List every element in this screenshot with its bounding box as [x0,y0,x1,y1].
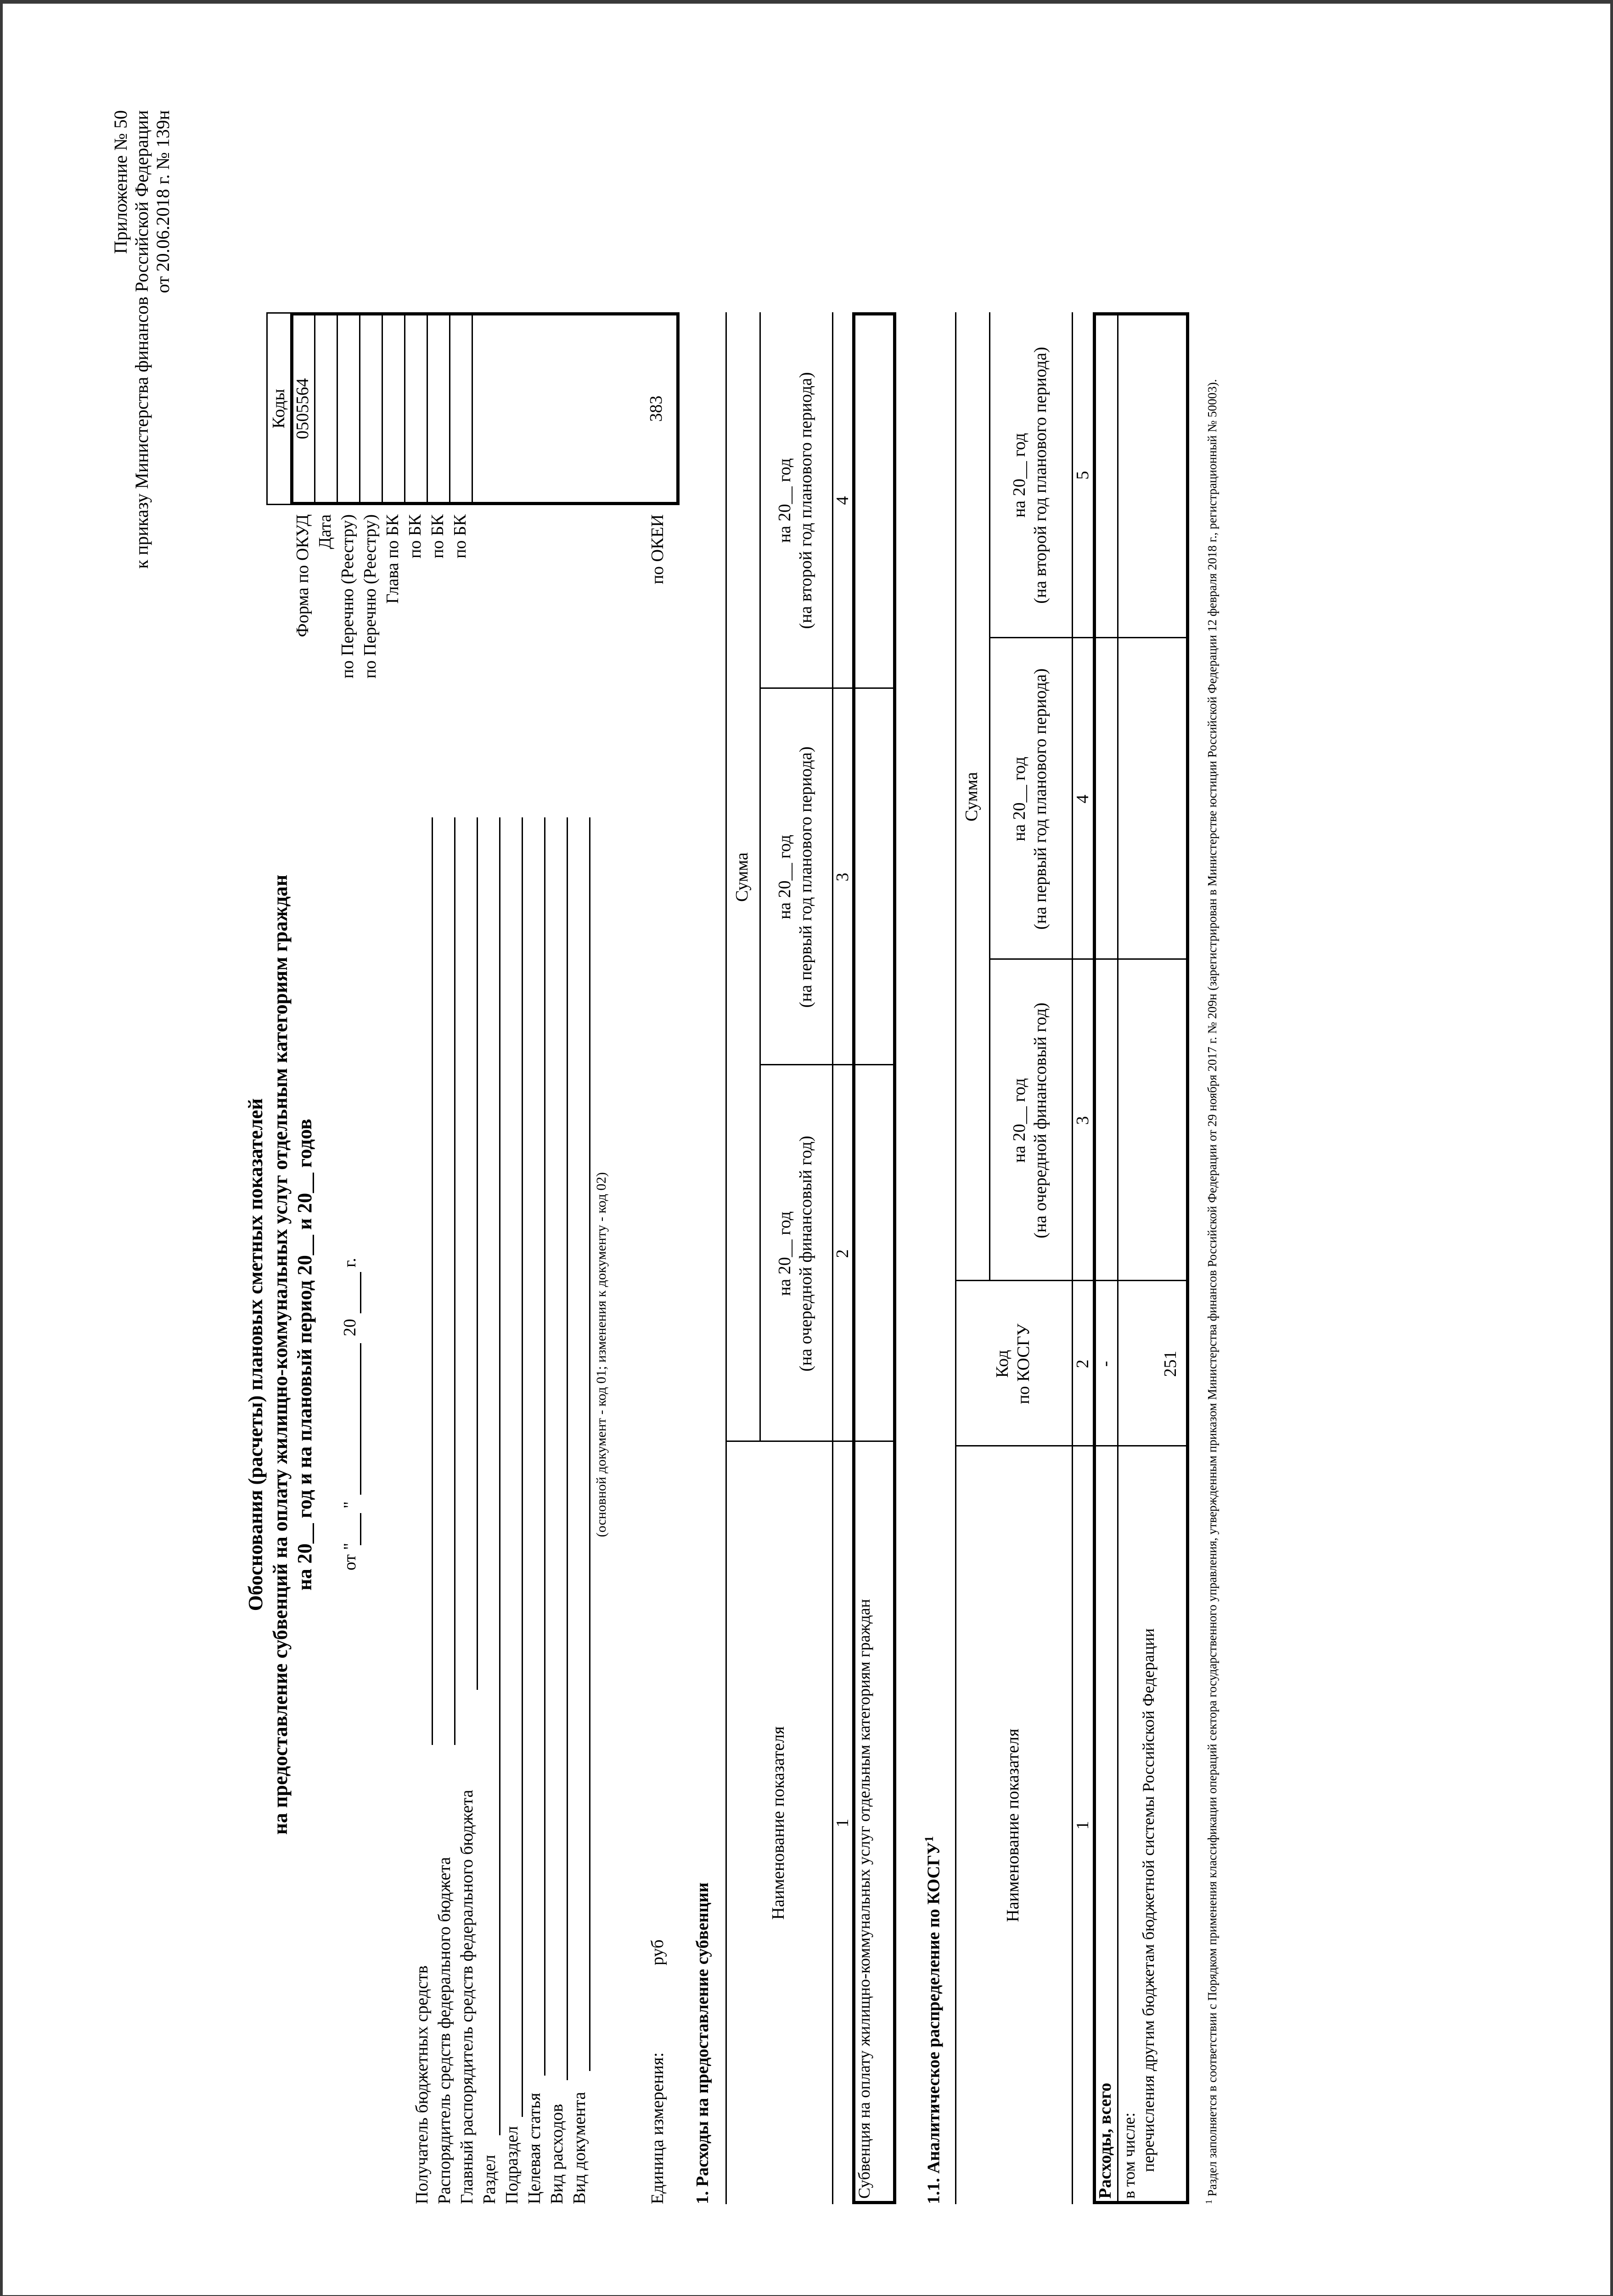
s1-col-name: Наименование показателя [769,1726,788,1920]
label-manager: Распорядитель средств федерального бюджета [435,1857,454,2204]
s1-row-value-1[interactable] [854,1067,895,1440]
date-year: 20 [340,1319,360,1336]
bk-3-label: по БК [450,514,470,559]
footnote-text: Раздел заполняется в соответствии с Порядком применения классификации операций сектора государственного управления, утвержденным приказом Министерства финансов Российской Федерации от 29 ноября 2017 г. № 209н (зарегистрирован в Министерстве юстиции Российской Федерации 12 февраля 2018 г., регистрационный № 50003). [1205,379,1219,2197]
appendix-block [110,110,174,753]
s1-col-year3: на 20__ год (на второй год планового периода) [775,372,815,629]
s1-col-year2: на 20__ год (на первый год планового периода) [775,746,815,1008]
month-underline [360,1343,361,1495]
expense-type-line[interactable] [567,817,568,2080]
s11-col-year2: на 20__ год (на первый год планового периода) [1010,668,1050,930]
target-line[interactable] [544,817,545,2076]
okud-label: Форма по ОКУД [293,514,312,637]
field-labels [411,1561,591,2204]
s11-num-2: 2 [1073,1359,1093,1368]
unit-label: Единица измерения: [648,2052,667,2204]
s1-num-3: 3 [833,872,853,882]
section-1-table [725,312,877,2204]
appendix-line-1: Приложение № 50 [110,110,131,254]
label-subsection: Подраздел [502,2126,522,2204]
reestr-2-label: по Перечню (Реестру) [360,514,380,679]
recipient-line[interactable] [432,817,433,1745]
s1-row-value-2[interactable] [854,691,895,1064]
s1-col-sum: Сумма [732,852,752,902]
title-line-2: на предоставление субвенций на оплату жилищно-коммунальных услуг отдельным категориям граждан [269,874,292,1835]
title-line-1: Обоснования (расчеты) плановых сметных показателей [244,1098,267,1611]
okud-value: 0505564 [292,378,312,439]
bk-2-label: по БК [428,514,447,559]
codes-frame [290,312,680,505]
appendix-line-2: к приказу Министерства финансов Российской Федерации [131,110,152,569]
label-target: Целевая статья [525,2093,544,2204]
date-code-label: Дата [315,514,335,549]
reestr-1-label: по Перечню (Реестру) [338,514,357,679]
label-section: Раздел [480,2155,499,2204]
okei-value: 383 [646,395,666,422]
s11-num-5: 5 [1073,471,1093,480]
doc-type-note: (основной документ - код 01; изменения к документу - код 02) [594,1172,609,1537]
manager-line[interactable] [454,817,455,1745]
s11-row-total-code: - [1096,1361,1115,1367]
section-11-title: 1.1. Аналитическое распределение по КОСГУ$^1$ [922,1836,944,2204]
s1-row-subvention: Субвенция на оплату жилищно-коммунальных услуг отдельным категориям граждан [855,1599,873,2199]
document-title [243,689,317,2020]
s11-row-transfer-code: 251 [1161,1351,1180,1377]
s11-col-name: Наименование показателя [1003,1728,1023,1922]
label-chief-manager: Главный распорядитель средств федерального бюджета [457,1790,477,2204]
date-prefix: от " [340,1542,360,1570]
day-underline [360,1513,361,1545]
section-1-title: 1. Расходы на предоставление субвенции [693,1882,712,2204]
appendix-line-3: от 20.06.2018 г. № 139н [152,110,173,293]
rotated-form [110,92,1524,2204]
year-underline [360,1272,361,1313]
section-line[interactable] [499,817,500,2135]
section-11-table [955,312,1194,2204]
unit-value: руб [648,1939,667,1965]
glava-label: Глава по БК [383,514,402,604]
section-11-footnote-ref: 1 [922,1836,936,1842]
s11-col-year3: на 20__ год (на второй год планового периода) [1010,347,1050,604]
bk-1-label: по БК [405,514,425,559]
s11-row-incl: в том числе: [1120,2112,1138,2199]
date-line [340,1065,363,1570]
codes-box [266,312,680,505]
footnote [1203,110,1220,2204]
s1-num-1: 1 [833,1818,853,1828]
chief-manager-line[interactable] [477,817,478,1690]
s11-col-kosgu: Код по КОСГУ [993,1323,1033,1404]
s11-col-sum: Сумма [962,772,982,822]
s11-num-4: 4 [1073,794,1093,804]
s11-num-3: 3 [1073,1116,1093,1125]
s11-col-year1: на 20__ год (на очередной финансовый год) [1010,1002,1050,1238]
s1-num-4: 4 [833,496,853,505]
okei-label: по ОКЕИ [648,514,667,585]
footnote-mark: 1 [1204,2200,1214,2204]
title-line-3: на 20__ год и на плановый период 20__ и 20__ годов [293,1119,316,1591]
codes-header: Коды [266,312,292,505]
s11-num-1: 1 [1073,1821,1093,1830]
s1-col-year1: на 20__ год (на очередной финансовый год) [775,1136,815,1372]
s11-row-transfer: перечисления другим бюджетам бюджетной системы Российской Федерации [1139,1628,1158,2172]
subsection-line[interactable] [522,817,523,2117]
label-doc-type: Вид документа [570,2092,589,2204]
s1-num-2: 2 [833,1249,853,1258]
date-quote: " [340,1501,360,1508]
s1-row-value-3[interactable] [854,314,895,687]
label-recipient: Получатель бюджетных средств [412,1965,432,2204]
doc-type-line[interactable] [589,817,590,2071]
s11-row-total: Расходы, всего [1096,2082,1115,2199]
label-expense-type: Вид расходов [547,2104,567,2204]
codes-labels [292,514,472,748]
date-suffix: г. [340,1258,360,1267]
